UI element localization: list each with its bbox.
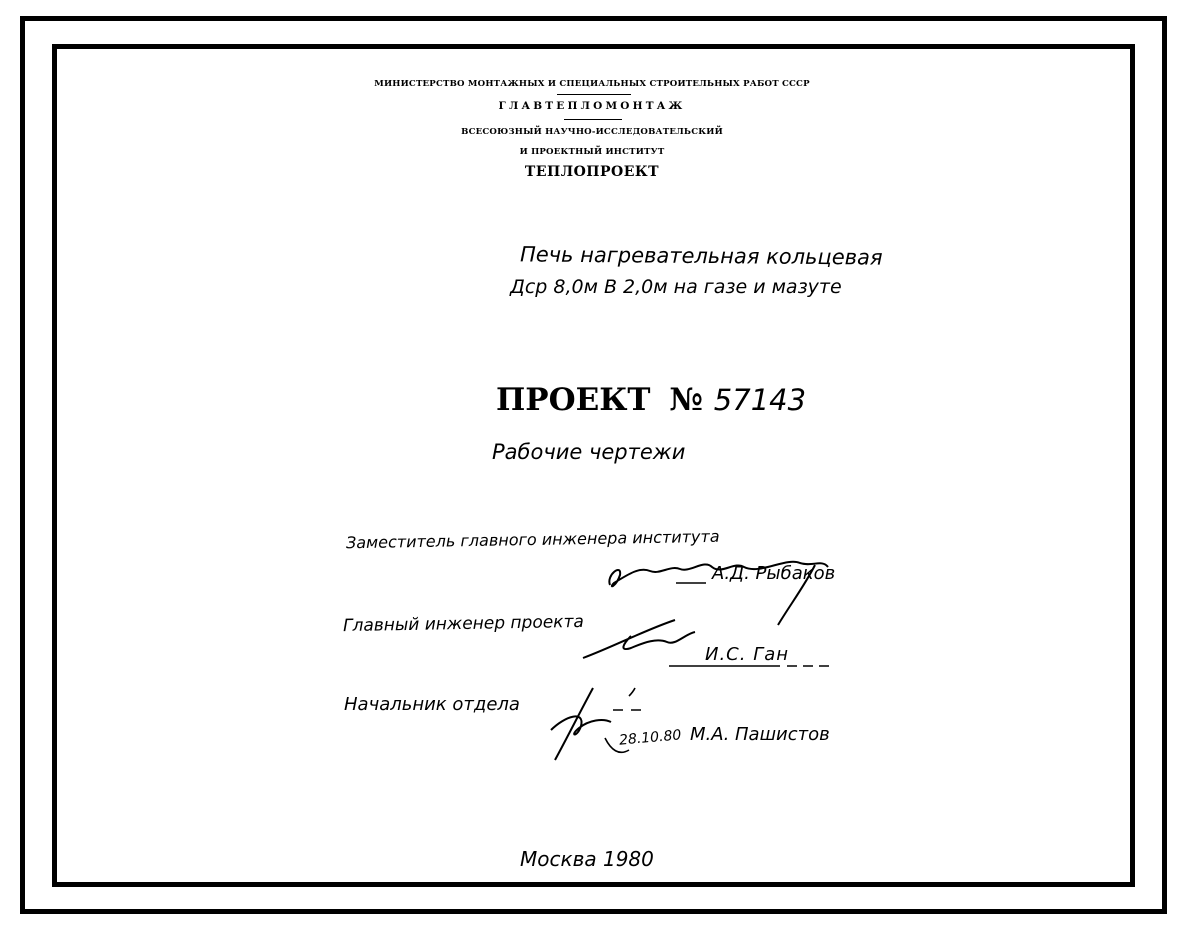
signatory-role: Заместитель главного инженера института bbox=[345, 526, 720, 553]
signatory-name: М.А. Пашистов bbox=[690, 724, 830, 745]
project-label: ПРОЕКТ bbox=[496, 382, 651, 418]
glavk-name: ГЛАВТЕПЛОМОНТАЖ bbox=[498, 100, 686, 112]
signature-date: 28.10.80 bbox=[618, 727, 682, 749]
institute-line-1: ВСЕСОЮЗНЫЙ НАУЧНО-ИССЛЕДОВАТЕЛЬСКИЙ bbox=[461, 127, 723, 137]
header-divider bbox=[557, 94, 631, 95]
signature-3 bbox=[525, 680, 695, 772]
number-sign: № bbox=[669, 382, 703, 418]
institute-line-2: И ПРОЕКТНЫЙ ИНСТИТУТ bbox=[519, 147, 665, 157]
project-title bbox=[496, 382, 806, 418]
header-divider bbox=[564, 119, 622, 120]
project-stage: Рабочие чертежи bbox=[492, 440, 686, 464]
signatory-name: А.Д. Рыбаков bbox=[712, 563, 836, 584]
signatory-role: Главный инженер проекта bbox=[342, 611, 584, 637]
institute-name: ТЕПЛОПРОЕКТ bbox=[524, 164, 660, 180]
city-year: Москва 1980 bbox=[520, 847, 654, 871]
signatory-role: Начальник отдела bbox=[344, 694, 520, 715]
project-number: 57143 bbox=[713, 383, 807, 417]
ministry-name: МИНИСТЕРСТВО МОНТАЖНЫХ И СПЕЦИАЛЬНЫХ СТРОИТЕЛЬНЫХ РАБОТ СССР bbox=[374, 79, 810, 89]
subject-line-1: Печь нагревательная кольцевая bbox=[519, 242, 883, 270]
subject-line-2: Дср 8,0м В 2,0м на газе и мазуте bbox=[510, 276, 842, 298]
signatory-name: И.С. Ган bbox=[705, 644, 790, 665]
